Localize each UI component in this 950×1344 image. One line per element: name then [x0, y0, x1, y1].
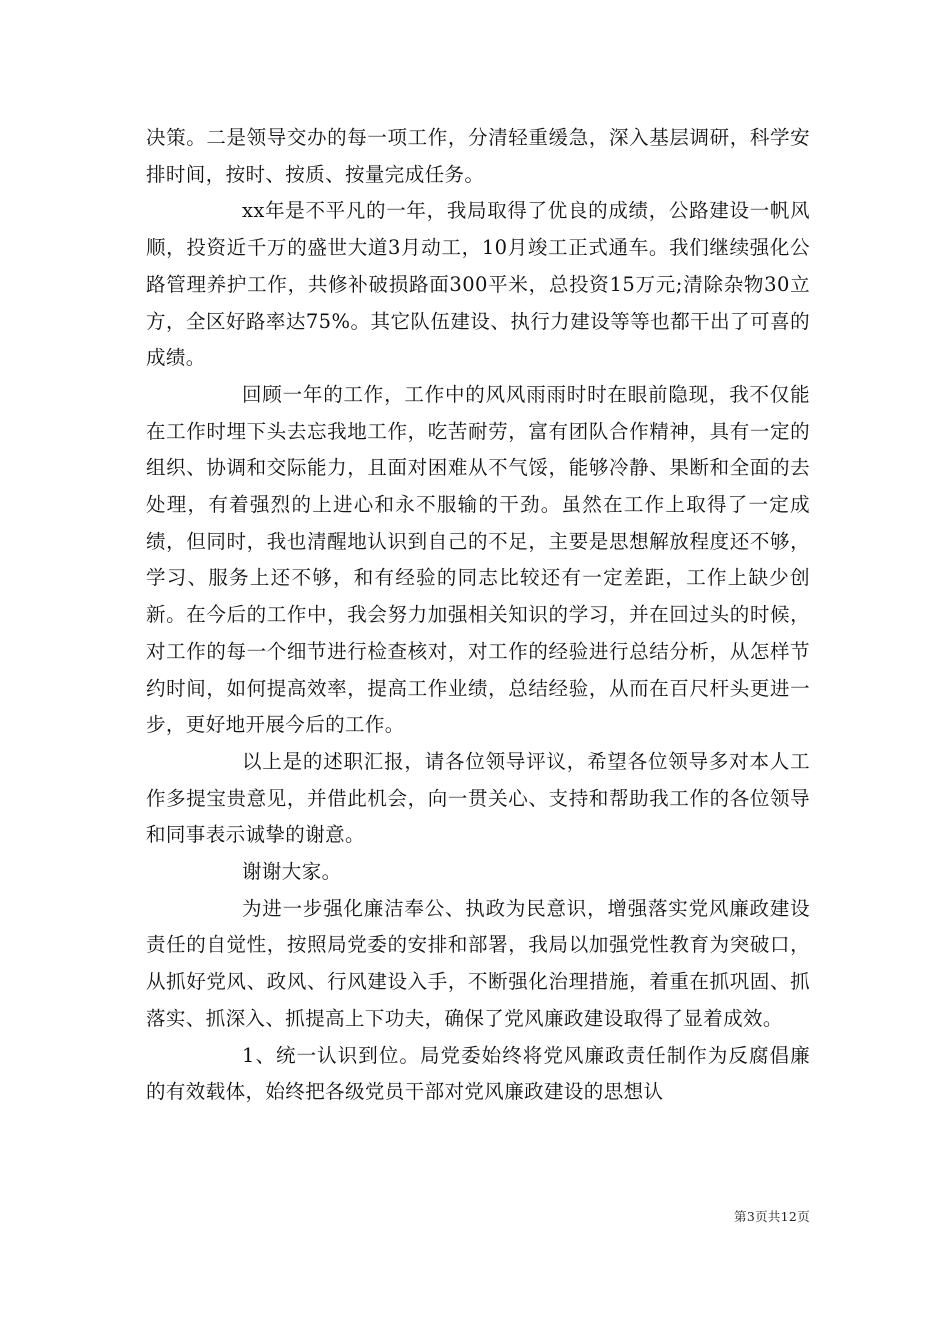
document-body: [146, 120, 810, 1111]
paragraph-closing-report: 以上是的述职汇报，请各位领导评议，希望各位领导多对本人工作多提宝贵意见，并借此机会，向一贯关心、支持和帮助我工作的各位领导和同事表示诚挚的谢意。: [146, 749, 810, 847]
paragraph-item-1: 1、统一认识到位。局党委始终将党风廉政责任制作为反腐倡廉的有效载体，始终把各级党员干部对党风廉政建设的思想认: [146, 1043, 810, 1104]
paragraph-review: 回顾一年的工作，工作中的风风雨雨时时在眼前隐现，我不仅能在工作时埋下头去忘我地工作，吃苦耐劳，富有团队合作精神，具有一定的组织、协调和交际能力，且面对困难从不气馁，能够冷静、果断和全面的去处理，有着强烈的上进心和永不服输的干劲。虽然在工作上取得了一定成绩，但同时，我也清醒地认识到自己的不足，主要是思想解放程度还不够，学习、服务上还不够，和有经验的同志比较还有一定差距，工作上缺少创新。在今后的工作中，我会努力加强相关知识的学习，并在回过头的时候，对工作的每一个细节进行检查核对，对工作的经验进行总结分析，从怎样节约时间，如何提高效率，提高工作业绩，总结经验，从而在百尺杆头更进一步，更好地开展今后的工作。: [146, 382, 810, 737]
paragraph-annual-results: xx年是不平凡的一年，我局取得了优良的成绩，公路建设一帆风顺，投资近千万的盛世大道3月动工，10月竣工正式通车。我们继续强化公路管理养护工作，共修补破损路面300平米，总投资15万元;清除杂物30立方，全区好路率达75%。其它队伍建设、执行力建设等等也都干出了可喜的成绩。: [146, 199, 810, 370]
paragraph-continuation: 决策。二是领导交办的每一项工作，分清轻重缓急，深入基层调研，科学安排时间，按时、按质、按量完成任务。: [146, 126, 810, 186]
page-number: 第3页共12页: [734, 1209, 810, 1224]
paragraph-integrity-intro: 为进一步强化廉洁奉公、执政为民意识，增强落实党风廉政建设责任的自觉性，按照局党委的安排和部署，我局以加强党性教育为突破口，从抓好党风、政风、行风建设入手，不断强化治理措施，着重在抓巩固、抓落实、抓深入、抓提高上下功夫，确保了党风廉政建设取得了显着成效。: [146, 896, 810, 1030]
paragraph-thanks: 谢谢大家。: [242, 860, 342, 884]
